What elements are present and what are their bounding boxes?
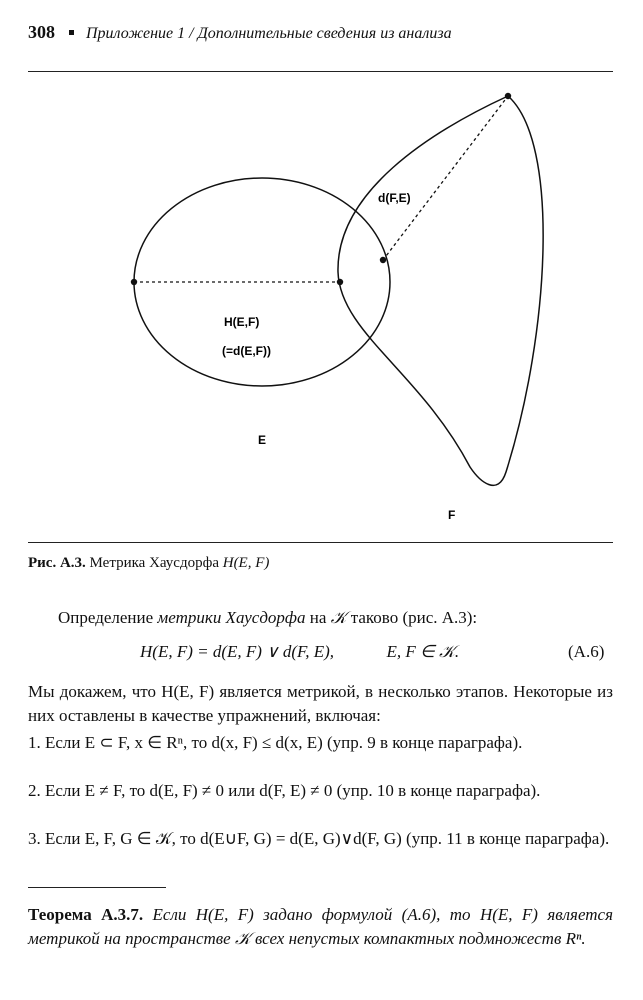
caption-formula: H(E, F) [222,555,270,571]
bullet-icon [69,30,74,35]
definition-middle: на [309,608,327,627]
point-crescent-tip [505,93,511,99]
formula-condition: E, F ∈ 𝒦. [386,642,460,661]
page-number: 308 [28,22,55,42]
theorem-body: Если H(E, F) задано формулой (A.6), то H(E, F) является метрикой на пространстве 𝒦 всех непустых компактных подмножеств Rⁿ. [28,905,613,948]
label-eq: (=d(E,F)) [222,344,271,358]
list-item-2: 2. Если E ≠ F, то d(E, F) ≠ 0 или d(F, E) ≠ 0 (упр. 10 в конце параграфа). [28,781,541,800]
formula-number: (A.6) [568,642,605,661]
label-hef: H(E,F) [224,315,260,329]
figure-caption [28,555,269,572]
hausdorff-figure [0,72,643,542]
bottom-rule [28,542,613,543]
point-intersection [337,279,343,285]
definition-term: метрики Хаусдорфа [157,608,306,627]
point-ellipse-right [380,257,386,263]
theorem [28,903,613,951]
list-item-1: 1. Если E ⊂ F, x ∈ Rⁿ, то d(x, F) ≤ d(x, E) (упр. 9 в конце параграфа). [28,733,523,752]
definition-after: таково (рис. А.3): [350,608,478,627]
label-dfe: d(F,E) [378,191,411,205]
theorem-rule [28,887,166,888]
definition-before: Определение [58,608,154,627]
distance-dashed-line [383,96,508,260]
theorem-head: Теорема А.3.7. [28,905,144,924]
caption-text: Метрика Хаусдорфа [89,555,219,571]
formula-main [140,640,459,664]
list-item-3: 3. Если E, F, G ∈ 𝒦, то d(E∪F, G) = d(E, G)∨d(F, G) (упр. 11 в конце параграфа). [28,829,610,848]
formula-expression: H(E, F) = d(E, F) ∨ d(F, E), [140,642,335,661]
running-header [28,22,452,43]
set-f-crescent [338,96,543,485]
point-left [131,279,137,285]
definition-space: 𝒦 [330,608,347,627]
caption-prefix: Рис. А.3. [28,555,86,571]
definition-line [58,606,477,630]
label-e: E [258,433,267,447]
label-f: F [448,508,456,522]
paragraph: Мы докажем, что H(E, F) является метрикой, в несколько этапов. Некоторые из них оставлены в качестве упражнений, включая: [28,682,613,725]
running-title: Приложение 1 / Дополнительные сведения из анализа [86,25,452,42]
